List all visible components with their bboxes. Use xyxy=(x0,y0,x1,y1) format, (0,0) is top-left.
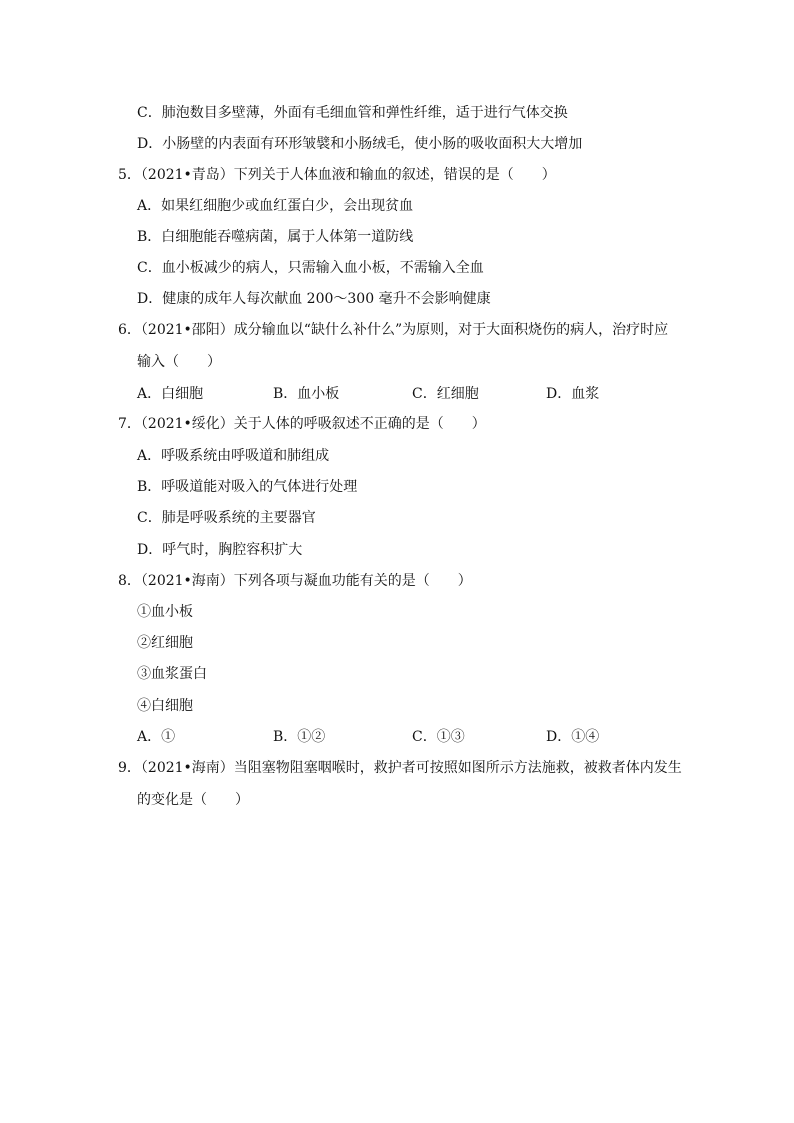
question-8-item-1: ①血小板 xyxy=(137,604,193,620)
prev-question-option-c: C．肺泡数目多壁薄，外面有毛细血管和弹性纤维，适于进行气体交换 xyxy=(137,105,568,121)
question-7-option-c: C．肺是呼吸系统的主要器官 xyxy=(137,510,316,526)
question-6-option-b: B．血小板 xyxy=(273,386,340,402)
question-8-stem: 8．（2021•海南）下列各项与凝血功能有关的是（ ） xyxy=(118,573,472,589)
question-5-option-a: A．如果红细胞少或血红蛋白少，会出现贫血 xyxy=(137,198,414,214)
question-6-option-d: D．血浆 xyxy=(546,386,600,402)
question-7-option-a: A．呼吸系统由呼吸道和肺组成 xyxy=(137,448,330,464)
question-5-option-d: D．健康的成年人每次献血 200～300 毫升不会影响健康 xyxy=(137,291,491,307)
question-9-stem-line-2: 的变化是（ ） xyxy=(137,792,249,808)
question-5-stem: 5．（2021•青岛）下列关于人体血液和输血的叙述，错误的是（ ） xyxy=(118,167,556,183)
question-8-option-a: A．① xyxy=(137,729,176,745)
question-7-option-d: D．呼气时，胸腔容积扩大 xyxy=(137,542,303,558)
question-8-item-3: ③血浆蛋白 xyxy=(137,666,207,682)
question-8-option-b: B．①② xyxy=(273,729,326,745)
question-7-stem: 7．（2021•绥化）关于人体的呼吸叙述不正确的是（ ） xyxy=(118,416,486,432)
question-5-option-b: B．白细胞能吞噬病菌，属于人体第一道防线 xyxy=(137,229,414,245)
question-6-option-c: C．红细胞 xyxy=(412,386,479,402)
question-6-options-row xyxy=(137,384,657,404)
question-9-stem-line-1: 9．（2021•海南）当阻塞物阻塞咽喉时，救护者可按照如图所示方法施救，被救者体内发生 xyxy=(118,760,682,776)
question-5-option-c: C．血小板减少的病人，只需输入血小板，不需输入全血 xyxy=(137,260,484,276)
question-6-option-a: A．白细胞 xyxy=(137,386,204,402)
question-8-option-c: C．①③ xyxy=(412,729,465,745)
question-8-option-d: D．①④ xyxy=(546,729,600,745)
prev-question-option-d: D．小肠壁的内表面有环形皱襞和小肠绒毛，使小肠的吸收面积大大增加 xyxy=(137,136,583,152)
question-7-option-b: B．呼吸道能对吸入的气体进行处理 xyxy=(137,479,358,495)
question-8-options-row xyxy=(137,727,657,747)
question-6-stem-line-2: 输入（ ） xyxy=(137,354,221,370)
question-8-item-4: ④白细胞 xyxy=(137,698,193,714)
question-8-item-2: ②红细胞 xyxy=(137,635,193,651)
question-6-stem-line-1: 6．（2021•邵阳）成分输血以“缺什么补什么”为原则，对于大面积烧伤的病人，治疗时应 xyxy=(118,322,669,338)
